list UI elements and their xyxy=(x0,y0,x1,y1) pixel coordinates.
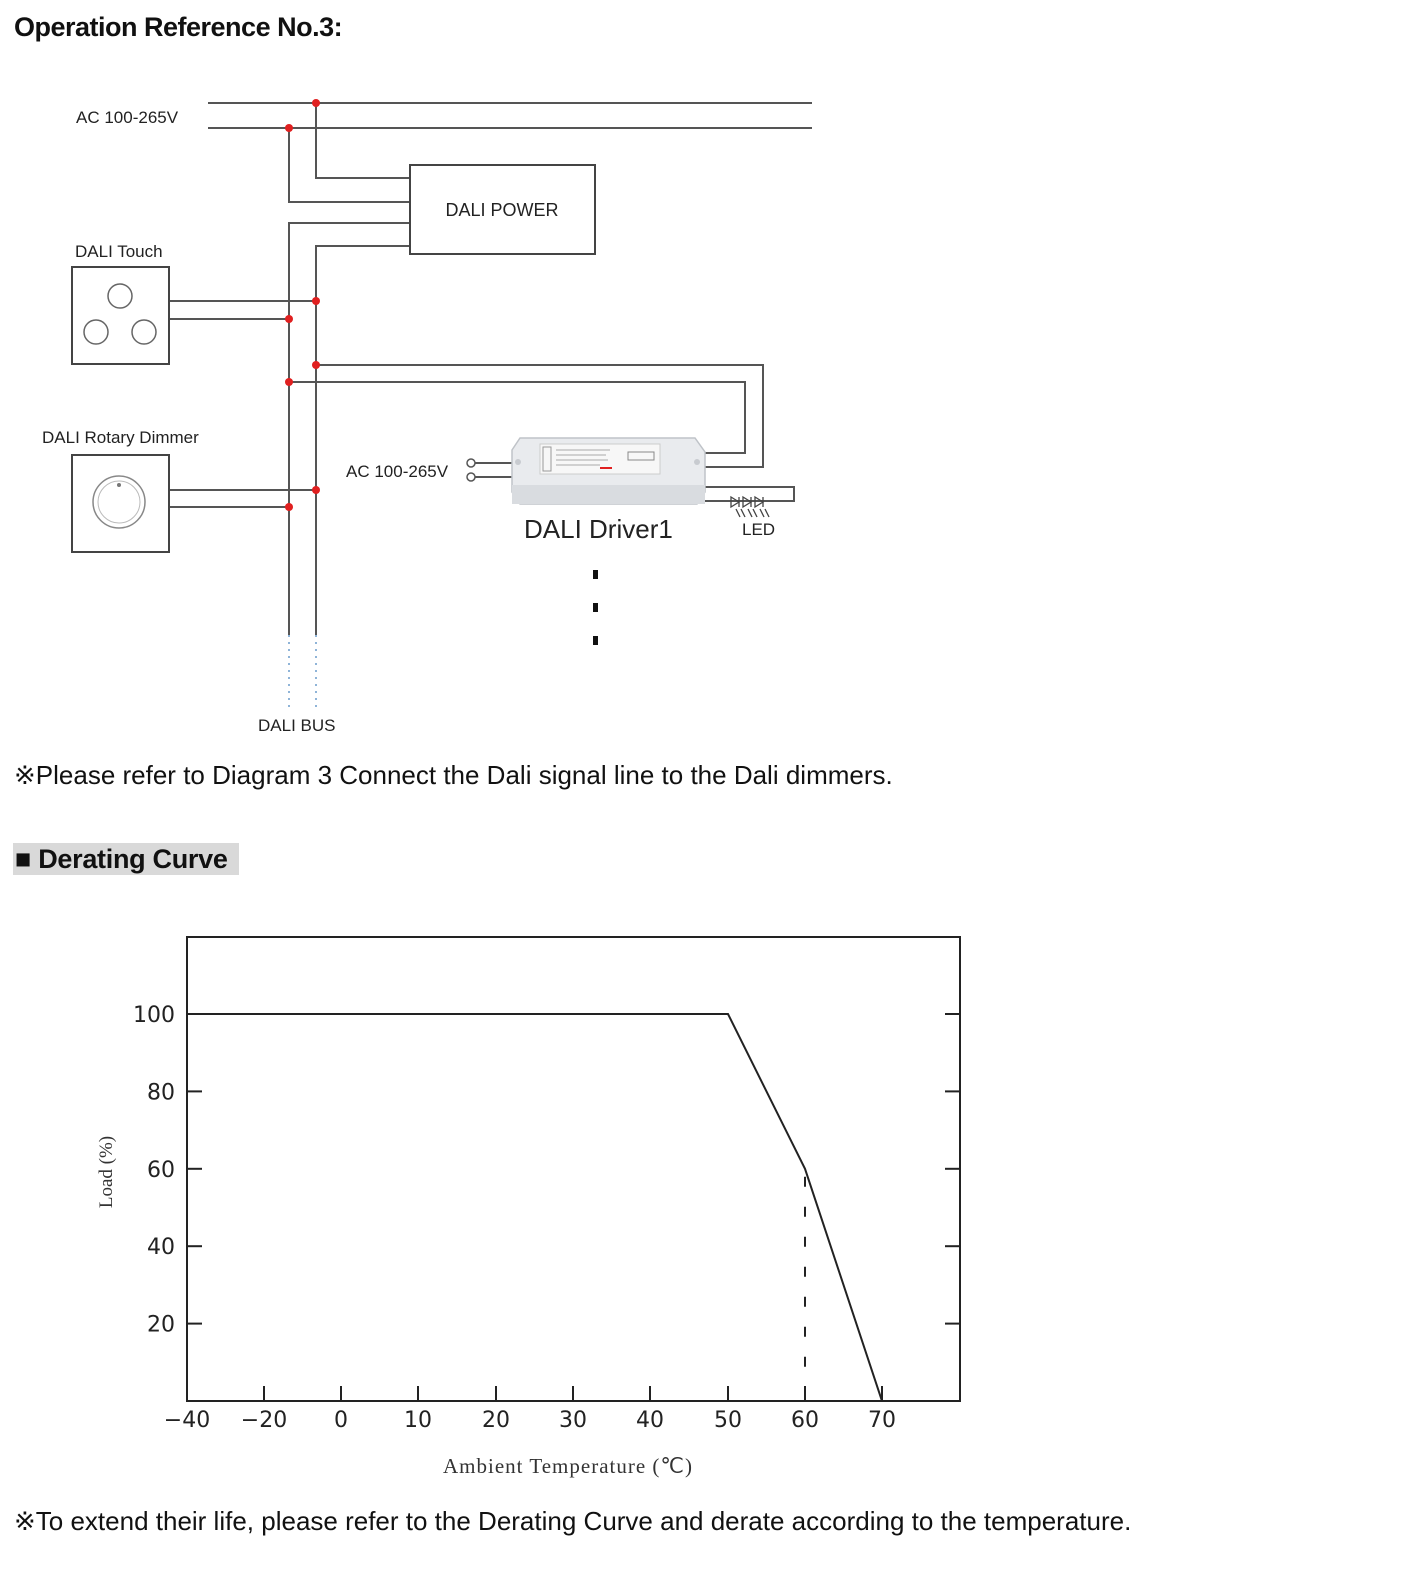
junction-dot xyxy=(312,297,320,305)
dali-rotary-label: DALI Rotary Dimmer xyxy=(42,428,199,447)
dali-bus-line-b xyxy=(316,246,410,635)
junction-dot xyxy=(285,378,293,386)
touch-button-icon xyxy=(132,320,156,344)
dali-touch-panel xyxy=(72,267,169,364)
y-tick-label: 20 xyxy=(147,1312,175,1338)
junction-dot xyxy=(312,99,320,107)
dali-bus-label: DALI BUS xyxy=(258,716,336,735)
diagram-note: ※Please refer to Diagram 3 Connect the Dali signal line to the Dali dimmers. xyxy=(14,760,893,790)
y-tick-label: 100 xyxy=(133,1003,175,1028)
derating-chart xyxy=(0,900,1404,1500)
x-tick-label: 50 xyxy=(714,1408,742,1433)
section-title: ■ Derating Curve xyxy=(13,843,239,875)
x-tick-label: 40 xyxy=(636,1408,664,1433)
derating-note: ※To extend their life, please refer to the Derating Curve and derate according to the temperature. xyxy=(14,1506,1132,1536)
y-axis-label: Load (%) xyxy=(96,1135,117,1209)
junction-dot xyxy=(312,361,320,369)
x-tick-label: −20 xyxy=(240,1408,288,1433)
x-tick-label: −40 xyxy=(163,1408,211,1433)
touch-button-icon xyxy=(84,320,108,344)
y-tick-label: 80 xyxy=(147,1080,175,1106)
junction-dot xyxy=(285,503,293,511)
x-tick-label: 0 xyxy=(334,1408,348,1433)
x-tick-label: 10 xyxy=(404,1408,432,1433)
x-tick-label: 20 xyxy=(482,1408,510,1433)
ac-driver-label: AC 100-265V xyxy=(346,462,449,481)
wiring-diagram xyxy=(0,80,1404,760)
ac-top-label: AC 100-265V xyxy=(76,108,179,127)
terminal-icon xyxy=(467,473,475,481)
driver-label: DALI Driver1 xyxy=(524,514,673,544)
derating-line xyxy=(187,1014,882,1401)
power-feed-2 xyxy=(289,128,410,202)
y-tick-label: 60 xyxy=(147,1157,175,1183)
plot-frame xyxy=(187,937,960,1401)
dali-driver-device xyxy=(512,438,705,504)
page-heading: Operation Reference No.3: xyxy=(14,12,343,42)
touch-button-icon xyxy=(108,284,132,308)
more-drivers-ellipsis xyxy=(593,570,598,645)
junction-dot xyxy=(285,124,293,132)
dali-bus-line-a xyxy=(289,223,410,635)
dali-power-label: DALI POWER xyxy=(445,200,559,220)
x-axis-ticks xyxy=(164,1386,896,1433)
y-tick-label: 40 xyxy=(147,1235,175,1261)
dali-touch-label: DALI Touch xyxy=(75,242,163,261)
x-axis-label: Ambient Temperature (℃) xyxy=(443,1454,693,1478)
dali-rotary-dimmer xyxy=(72,455,169,552)
y-axis-ticks xyxy=(133,1003,960,1338)
x-tick-label: 70 xyxy=(868,1408,896,1433)
terminal-icon xyxy=(467,459,475,467)
power-feed-1 xyxy=(316,103,410,178)
junction-dot xyxy=(312,486,320,494)
junctions xyxy=(285,99,320,511)
led-label: LED xyxy=(742,520,776,539)
led-wires xyxy=(705,487,794,501)
x-tick-label: 30 xyxy=(559,1408,587,1433)
x-tick-label: 60 xyxy=(791,1408,819,1433)
bus-continuation xyxy=(289,635,316,708)
junction-dot xyxy=(285,315,293,323)
